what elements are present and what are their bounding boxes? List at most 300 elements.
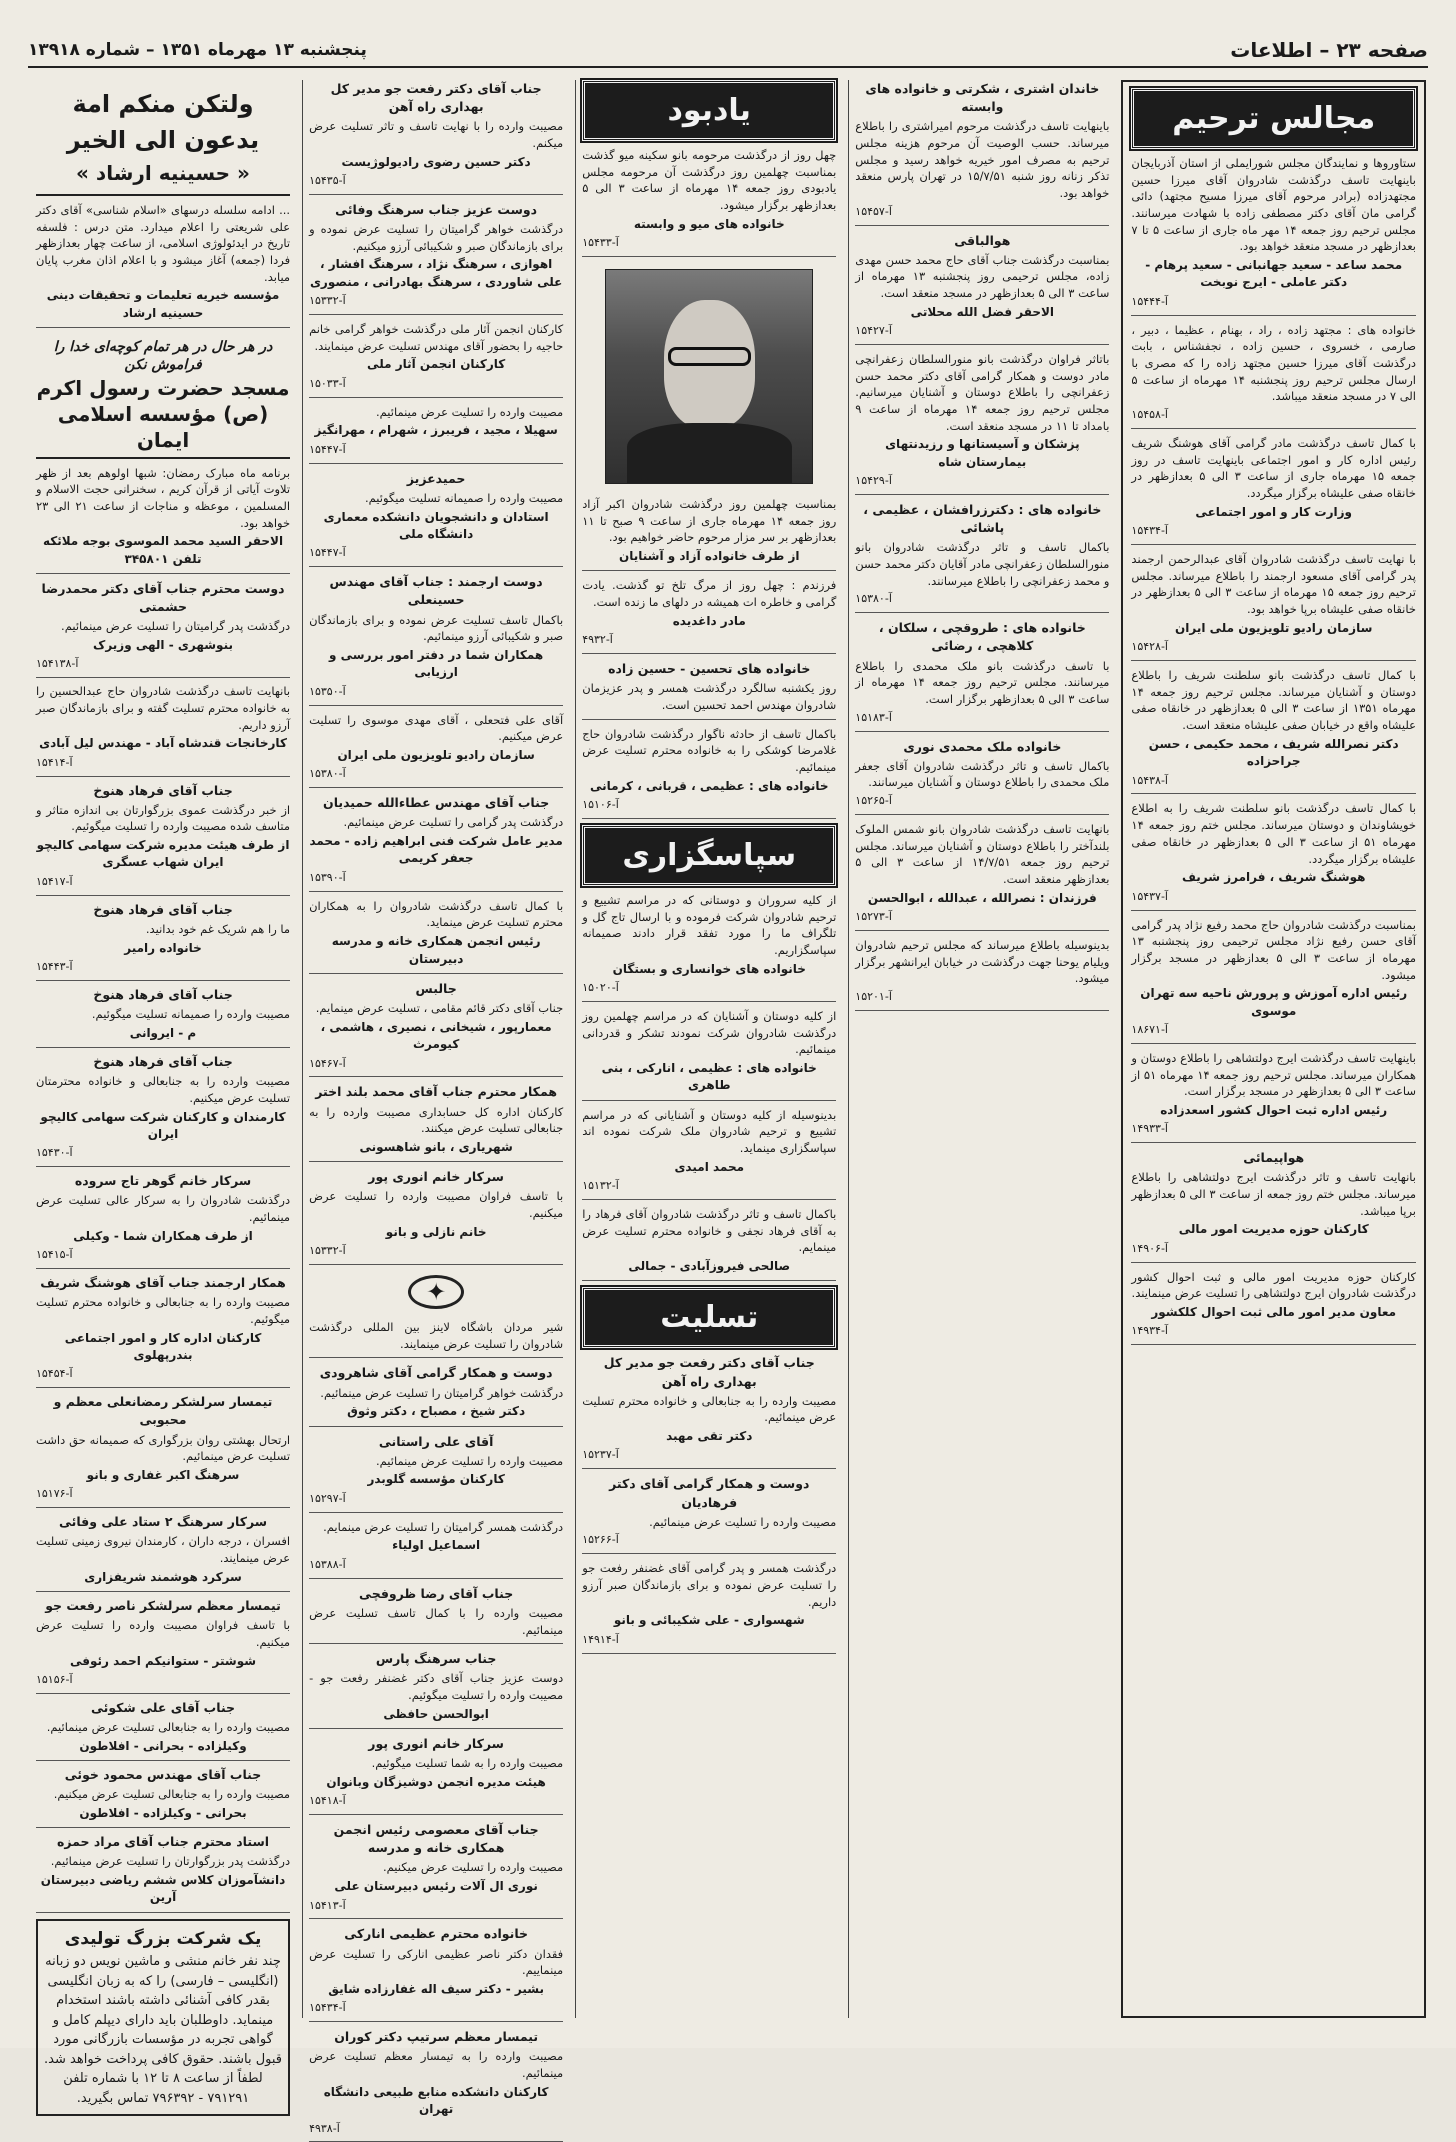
notice-item bbox=[36, 580, 290, 678]
notice-body: با تاسف فراوان مصیبت وارده را تسلیت عرض میکنیم. bbox=[35, 1618, 291, 1649]
notice-body: باکمال تاسف و تاثر درگذشت شادروان آقای جعفر ملک محمدی را باطلاع دوستان و آشنایان میرسانند. bbox=[855, 758, 1110, 790]
notice-item bbox=[1131, 800, 1416, 910]
notice-item bbox=[36, 1513, 290, 1592]
notice-signature: ابوالحسن حافظی bbox=[383, 1706, 489, 1721]
notice-body: ما را هم شریک غم خود بدانید. bbox=[145, 921, 291, 936]
notice-item bbox=[582, 726, 836, 819]
notice-list bbox=[855, 80, 1109, 1011]
notice-item bbox=[36, 1699, 290, 1761]
notice-body: فقدان دکتر ناصر عظیمی انارکی را تسلیت عرض مینماییم. bbox=[309, 1946, 564, 1978]
notice-title: سرکار خانم گوهر تاج سروده bbox=[74, 1173, 252, 1189]
notice-code: آ-۱۵۴۶۷ bbox=[309, 1056, 346, 1070]
notice-body: با کمال تاسف درگذشت بانو سلطنت شریف را باطلاع دوستان و آشنایان میرساند. مجلس ترحیم روز جمعه ۱۴ مهرماه ۱۳۵۱ از ساعت ۳ الی ۵ بعدازظهر در خانقاه صفی علیشاه واقع در خیابان صفی علیشاه منعقد است. bbox=[1131, 668, 1416, 733]
notice-body: با تاسف فراوان مصیبت وارده را تسلیت عرض میکنیم. bbox=[309, 1189, 564, 1221]
notice-body: مصیبت وارده را به جنابعالی و خانواده محترم تسلیت عرض مینمائیم. bbox=[582, 1393, 837, 1425]
notice-body: درگذشت شادروان را به سرکار عالی تسلیت عرض مینمائیم. bbox=[35, 1193, 291, 1225]
notice-body: مصیبت وارده را به جنابعالی و خانواده محترمتان تسلیت عرض میکنیم. bbox=[35, 1074, 291, 1105]
notice-title: جناب سرهنگ پارس bbox=[375, 1651, 497, 1667]
notice-signature: محمد ساعد - سعید جهانبانی - سعید پرهام - دکتر عاملی - ایرج نوبخت bbox=[1145, 258, 1403, 290]
lecture-notice bbox=[36, 202, 290, 328]
notice-code: آ-۱۵۲۳۷ bbox=[582, 1448, 619, 1462]
notice-item bbox=[36, 782, 290, 896]
notice-signature: رئیس انجمن همکاری خانه و مدرسه دبیرستان bbox=[331, 934, 541, 966]
notice-title: جناب آقای مهندس محمود خوئی bbox=[64, 1767, 262, 1783]
notice-title: استاد محترم جناب آقای مراد حمزه bbox=[56, 1834, 270, 1850]
notice-signature: خانم نازلی و بانو bbox=[385, 1224, 487, 1239]
notice-body: بانهایت تاسف درگذشت شادروان بانو شمس الملوک بلندآختر را باطلاع دوستان و آشنایان میرساند. مجلس ترحیم روز جمعه ۱۴/۷/۵۱ از ساعت ۳ الی ۵ بعدازظهر منعقد است. bbox=[855, 821, 1110, 886]
notice-item bbox=[855, 232, 1109, 345]
notice-body: مصیبت وارده را به تیمسار معظم تسلیت عرض مینمائیم. bbox=[309, 2049, 564, 2081]
masjid-body: برنامه ماه مبارک رمضان: شبها اولوهم بعد از ظهر تلاوت آیاتی از قرآن کریم ، سخنرانی حجت الاسلام و المسلمین ، موعظه و مناجات از ساعت ۲۱ الی ۲۳ خواهد بود. bbox=[35, 465, 291, 530]
notice-body: مصیبت وارده را به جنابعالی تسلیت عرض مینمائیم. bbox=[46, 1719, 291, 1734]
notice-body: مصیبت وارده را با نهایت تاسف و تاثر تسلیت عرض میکنم. bbox=[309, 119, 564, 150]
notice-code: آ-۱۵۴۱۳۸ bbox=[35, 657, 79, 671]
notice-signature: هوشنگ شریف ، فرامرز شریف bbox=[1181, 870, 1366, 885]
notice-item bbox=[1131, 1050, 1416, 1143]
notice-code: آ-۱۵۳۳۲ bbox=[309, 294, 346, 308]
notice-item bbox=[309, 1735, 563, 1815]
notice-item bbox=[309, 1585, 563, 1644]
notice-body: کارکنان اداره کل حسابداری مصیبت وارده را به جنابعالی تسلیت عرض میکنند. bbox=[309, 1104, 564, 1136]
notice-code: آ-۱۵۳۹۰ bbox=[309, 870, 346, 884]
notice-signature: معاون مدیر امور مالی ثبت احوال کلکشور bbox=[1151, 1305, 1397, 1320]
column-majales bbox=[1121, 80, 1426, 2018]
notice-list bbox=[1131, 155, 1416, 1345]
notice-signature: سرکرد هوشمند شریفزاری bbox=[84, 1569, 242, 1584]
notice-code: آ-۱۵۴۴۷ bbox=[309, 442, 346, 456]
notice-code: آ-۱۵۱۸۳ bbox=[855, 710, 892, 724]
notice-item bbox=[36, 683, 290, 776]
notice-signature: اهوازی ، سرهنگ نژاد ، سرهنگ افشار ، علی شاوردی ، سرهنگ بهادرانی ، منصوری bbox=[309, 257, 563, 289]
notice-body: مصیبت وارده را به جنابعالی تسلیت عرض میکنیم. bbox=[53, 1787, 291, 1802]
notice-title: سرکار خانم انوری پور bbox=[368, 1169, 504, 1185]
notice-signature: سازمان رادیو تلویزیون ملی ایران bbox=[337, 747, 535, 762]
notice-body: افسران ، درجه داران ، کارمندان نیروی زمینی تسلیت عرض مینمایند. bbox=[35, 1534, 291, 1565]
notice-item bbox=[309, 2028, 563, 2142]
notice-item bbox=[1131, 1269, 1416, 1346]
notice-title: خانواده های : دکترزرافشان ، عظیمی ، پاشائی bbox=[863, 502, 1102, 536]
verse-text: ولتکن منکم امة یدعون الی الخیر bbox=[66, 90, 260, 154]
column-1 bbox=[30, 80, 296, 2106]
notice-signature: کارکنان انجمن آثار ملی bbox=[367, 357, 506, 372]
notice-code: آ-۱۵۴۳۰ bbox=[35, 1146, 73, 1160]
notice-item bbox=[855, 821, 1109, 931]
notice-body: با نهایت تاسف درگذشت شادروان آقای عبدالرحمن ارجمند پدر گرامی آقای مسعود ارجمند را باطلاع میرساند. مجلس ترحیم روز جمعه ۱۵ مهرماه از ساعت ۳ الی ۵ بعدازظهر در خانقاه صفی علیشاه برپا خواهد بود. bbox=[1131, 552, 1416, 617]
notice-signature: خانواده های : عظیمی ، انارکی ، بنی طاهری bbox=[601, 1060, 817, 1093]
notice-item bbox=[855, 619, 1109, 731]
notice-body: با تاسف درگذشت بانو ملک محمدی را باطلاع میرسانند. مجلس ترحیم روز جمعه ۱۴ مهرماه از ساعت ۳ الی ۵ بعدازظهر برگزار است. bbox=[855, 658, 1110, 706]
quran-verse-header bbox=[36, 80, 290, 196]
notice-body: مصیبت وارده را تسلیت عرض مینمائیم. bbox=[649, 1514, 837, 1529]
notice-signature: کارکنان دانشکده منابع طبیعی دانشگاه تهران bbox=[323, 2084, 549, 2117]
notice-body: ارتحال بهشتی روان بزرگواری که صمیمانه حق داشت تسلیت عرض مینمائیم. bbox=[35, 1432, 291, 1464]
notice-code: آ-۴۹۳۲ bbox=[582, 633, 613, 647]
notice-body: درگذشت پدر گرامی را تسلیت عرض مینمائیم. bbox=[343, 815, 564, 830]
notice-signature: مادر داغدیده bbox=[672, 613, 746, 628]
notice-item bbox=[582, 147, 836, 257]
notice-title: دوست عزیز جناب سرهنگ وفائی bbox=[335, 201, 538, 217]
lions-club-emblem: ✦ bbox=[408, 1275, 464, 1309]
notice-item bbox=[582, 1008, 836, 1101]
notice-body: با کمال تاسف درگذشت مادر گرامی آقای هوشنگ شریف رئیس اداره کار و امور اجتماعی باینهایت تاسف در روز جمعه ۱۵ مهرماه جاری از ساعت ۳ الی ۵ بعدازظهر در خانقاه صفی علیشاه برگزار میگردد. bbox=[1131, 436, 1416, 501]
notice-code: آ-۱۵۴۳۷ bbox=[1131, 889, 1168, 903]
notice-signature: دکتر شیخ ، مصباح ، دکتر وثوق bbox=[347, 1404, 526, 1419]
notice-title: هواپیمائی bbox=[1243, 1150, 1305, 1166]
ad-title: یک شرکت بزرگ تولیدی bbox=[64, 1928, 262, 1949]
notice-list bbox=[582, 496, 836, 819]
notice-title: جناب آقای فرهاد هنوخ bbox=[93, 1054, 233, 1070]
notice-title: هوالباقی bbox=[954, 232, 1011, 248]
notice-item bbox=[309, 712, 563, 789]
notice-item bbox=[582, 1475, 836, 1554]
ad-body: چند نفر خانم منشی و ماشین نویس دو زبانه (انگلیسی – فارسی) را که به زبان انگلیسی بقدر کافی آشنائی داشته باشند استخدام مینماید. داوطلبان باید دارای دیپلم کامل و گواهی تجربه در مؤسسات بازرگانی مورد قبول باشند. حقوق کافی پرداخت خواهد شد. لطفاً از ساعت ۸ تا ۱۲ با شماره تلفن ۷۹۱۲۹۱ - ۷۹۶۳۹۲ تماس بگیرید. bbox=[44, 1954, 282, 2106]
notice-body: کارکنان حوزه مدیریت امور مالی و ثبت احوال کشور درگذشت شادروان ایرج دولتشاهی را تسلیت عرض مینمایند. bbox=[1131, 1269, 1416, 1301]
column-3 bbox=[575, 80, 842, 2018]
notice-title: جناب آقای رضا ظروفچی bbox=[359, 1585, 514, 1601]
notice-code: آ-۱۵۴۱۵ bbox=[35, 1248, 73, 1262]
notice-code: آ-۱۵۴۵۴ bbox=[35, 1367, 73, 1381]
issue-date: پنجشنبه ۱۳ مهرماه ۱۳۵۱ – شماره ۱۳۹۱۸ bbox=[28, 40, 367, 60]
notice-title: خانواده ملک محمدی نوری bbox=[903, 738, 1062, 754]
notice-body: درگذشت خواهر گرامیتان را تسلیت عرض نموده و برای بازماندگان صبر و شکیبائی آرزو میکنیم. bbox=[309, 222, 564, 253]
notice-item bbox=[1131, 1149, 1416, 1262]
notice-title: دوست و همکار گرامی آقای شاهرودی bbox=[319, 1365, 553, 1381]
notice-body: کارکنان انجمن آثار ملی درگذشت خواهر گرامی خانم حاجیه را بحضور آقای مهندس تسلیت عرض مینمایند. bbox=[309, 322, 564, 353]
notice-body: بمناسبت درگذشت شادروان حاج محمد رفیع نژاد پدر گرامی آقای حسن رفیع نژاد مجلس ترحیمی روز پنجشنبه ۱۳ مهرماه از ساعت ۳ الی ۵ بعدازظهر در مسجد برگزار میشود. bbox=[1131, 917, 1416, 982]
notice-item bbox=[309, 1821, 563, 1919]
notice-title: جناب آقای فرهاد هنوخ bbox=[93, 782, 233, 798]
notice-title: جناب آقای مهندس عطاءالله حمیدیان bbox=[323, 795, 550, 811]
lecture-body: ... ادامه سلسله درسهای «اسلام شناسی» آقای دکتر علی شریعتی را اعلام میدارد. متن درس : فلسفه تاریخ در ایدئولوژی اسلامی، از ساعت چهار بعدازظهر فردا (جمعه) آغاز میشود و با اعلام اذان مغرب پایان میابد. bbox=[35, 203, 291, 284]
notice-body: درگذشت همسر گرامیتان را تسلیت عرض مینمایم. bbox=[323, 1519, 564, 1534]
notice-signature: رئیس اداره آموزش و پرورش ناحیه سه تهران موسوی bbox=[1140, 986, 1408, 1018]
notice-item bbox=[309, 794, 563, 892]
notice-body: جناب آقای دکتر قائم مقامی ، تسلیت عرض مینمایم. bbox=[315, 1001, 564, 1016]
notice-code: آ-۱۵۲۷۳ bbox=[855, 909, 892, 923]
notice-title: دوست ارجمند : جناب آقای مهندس حسینعلی bbox=[329, 574, 543, 608]
notice-item bbox=[36, 986, 290, 1048]
notice-body: بمناسبت درگذشت جناب آقای حاج محمد حسن مهدی زاده، مجلس ترحیمی روز پنجشنبه ۱۳ مهرماه از ساعت ۳ الی ۵ بعدازظهر در مسجد منعقد است. bbox=[855, 252, 1110, 301]
notice-code: آ-۱۵۱۳۲ bbox=[582, 1179, 619, 1193]
notice-signature: سهیلا ، مجید ، فریبرز ، شهرام ، مهرانگیز bbox=[314, 423, 558, 438]
notice-item bbox=[1131, 322, 1416, 429]
notice-signature: دکتر نصرالله شریف ، محمد حکیمی ، حسن جراحزاده bbox=[1148, 736, 1399, 769]
notice-code: آ-۱۵۱۰۶ bbox=[582, 797, 619, 811]
notice-signature: سرهنگ اکبر غفاری و بانو bbox=[86, 1467, 240, 1482]
notice-title: جناب آقای معصومی رئیس انجمن همکاری خانه و مدرسه bbox=[333, 1822, 539, 1856]
notice-body: از خبر درگذشت عموی بزرگوارتان بی اندازه متاثر و متاسف شده مصیبت وارده را تسلیت میگوئیم. bbox=[35, 802, 291, 834]
notice-signature: از طرف خانواده آزاد و آشنایان bbox=[619, 549, 800, 564]
column-4 bbox=[848, 80, 1115, 2018]
notice-body: از کلیه سروران و دوستانی که در مراسم تشییع و ترحیم شادروان شرکت فرموده و با ارسال تاج گل و تلگراف ما را مورد تفقد قرار دادند صمیمانه سپاسگزاریم. bbox=[582, 892, 837, 957]
notice-signature: مدیر عامل شرکت فنی ابراهیم زاده - محمد جعفر کریمی bbox=[309, 834, 563, 866]
notice-signature: کارکنان مؤسسه گلوبدر bbox=[367, 1472, 505, 1487]
notice-item bbox=[1131, 551, 1416, 661]
notice-signature: بشیر - دکتر سیف اله غفارزاده شایق bbox=[328, 1981, 544, 1996]
notice-title: دوست و همکار گرامی آقای دکتر فرهادیان bbox=[609, 1476, 810, 1510]
notice-signature: خانواده های خوانساری و بستگان bbox=[612, 961, 806, 976]
notice-code: آ-۱۵۴۱۸ bbox=[309, 1794, 346, 1808]
notice-signature: از طرف همکاران شما - وکیلی bbox=[73, 1228, 253, 1243]
notice-item bbox=[36, 1053, 290, 1167]
notice-item bbox=[855, 351, 1109, 495]
notice-signature: صالحی فیروزآبادی - جمالی bbox=[628, 1259, 791, 1274]
portrait-suit bbox=[627, 423, 792, 483]
section-header-sepasgozari: سپاسگزاری bbox=[582, 825, 836, 886]
notice-title: سرکار سرهنگ ۲ ستاد علی وفائی bbox=[58, 1514, 268, 1530]
notice-list bbox=[582, 1354, 836, 1653]
notice-signature: از طرف هیئت مدیره شرکت سهامی کالیچو ایران شهاب عسگری bbox=[36, 838, 290, 870]
notice-signature: نوری ال آلات رئیس دبیرستان علی bbox=[334, 1879, 538, 1894]
notice-code: آ-۱۵۴۲۷ bbox=[855, 324, 892, 338]
notice-code: آ-۱۴۹۰۶ bbox=[1131, 1241, 1168, 1255]
notice-signature: فرزندان : نصرالله ، عبدالله ، ابوالحسن bbox=[867, 890, 1097, 905]
notice-signature: م - ایروانی bbox=[129, 1025, 197, 1040]
notice-signature: کارخانجات قندشاه آباد - مهندس لیل آبادی bbox=[39, 736, 287, 751]
notice-item bbox=[309, 1083, 563, 1162]
notice-signature: شوشتر - ستوانیکم احمد رئوفی bbox=[70, 1653, 257, 1668]
notice-signature: دانشآموزان کلاس ششم ریاضی دبیرستان آرین bbox=[40, 1873, 286, 1905]
portrait-photo bbox=[605, 269, 813, 484]
notice-body: چهل روز از درگذشت مرحومه بانو سکینه میو گذشت بمناسبت چهلمین روز درگذشت آن مرحومه مجلس یادبودی روز جمعه ۱۴ مهرماه از ساعت ۳ الی ۵ بعدازظهر برگزار میشود. bbox=[582, 148, 837, 213]
notice-item bbox=[36, 1766, 290, 1828]
notice-list bbox=[309, 1319, 563, 2142]
notice-signature: هیئت مدیره انجمن دوشیزگان وبانوان bbox=[326, 1774, 546, 1789]
notice-item bbox=[855, 501, 1109, 613]
notice-body: مصیبت وارده را به جنابعالی و خانواده محترم تسلیت میگوئیم. bbox=[35, 1295, 291, 1326]
notice-item bbox=[309, 980, 563, 1078]
notice-body: با کمال تاسف درگذشت بانو سلطنت شریف را به اطلاع خویشاوندان و دوستان میرساند. مجلس ختم روز جمعه ۱۴ مهرماه ۵۱ از ساعت ۳ الی ۵ بعدازظهر در خانقاه صفی علیشاه برگزار میگردد. bbox=[1131, 801, 1416, 866]
notice-body: مصیبت وارده را تسلیت عرض میکنیم. bbox=[382, 1860, 564, 1875]
notice-body: باکمال تاسف از حادثه ناگوار درگذشت شادروان حاج غلامرضا کوشکی را به خانواده محترم تسلیت عرض مینمائیم. bbox=[582, 726, 837, 774]
notice-body: مصیبت وارده را صمیمانه تسلیت میگوئیم. bbox=[91, 1007, 291, 1022]
notice-body: با کمال تاسف درگذشت شادروان را به همکاران محترم تسلیت عرض مینماید. bbox=[309, 898, 564, 930]
verse-source: « حسینیه ارشاد » bbox=[76, 161, 250, 185]
notice-title: جناب آقای دکتر رفعت جو مدیر کل بهداری راه آهن bbox=[330, 81, 542, 115]
notice-title: جناب آقای علی شکوئی bbox=[90, 1699, 236, 1715]
notice-signature: وزارت کار و امور اجتماعی bbox=[1195, 504, 1352, 519]
notice-code: آ-۱۵۰۲۰ bbox=[582, 980, 619, 994]
notice-code: آ-۱۵۱۷۶ bbox=[35, 1487, 73, 1501]
notice-body: مصیبت وارده را با کمال تاسف تسلیت عرض مینمائیم. bbox=[309, 1605, 564, 1637]
notice-body: باتاثر فراوان درگذشت بانو منورالسلطان زعفرانچی مادر دوست و همکار گرامی آقای دکتر محمد حسن زعفرانچی را باطلاع دوستان و آشنایان میرسانیم. مجلس ترحیم روز جمعه ۱۴ مهرماه از ساعت ۹ بامداد تا ۱۱ در مسجد منعقد است. bbox=[855, 352, 1110, 433]
notice-body: شیر مردان باشگاه لاینز بین المللی درگذشت شادروان را تسلیت عرض مینمایند. bbox=[309, 1320, 564, 1351]
columns bbox=[30, 80, 1426, 2135]
notice-item bbox=[309, 1168, 563, 1265]
notice-signature: خانواده رامیر bbox=[124, 940, 202, 955]
notice-title: خاندان اشتری ، شکرتی و خانواده های وابسته bbox=[865, 81, 1100, 115]
notice-item bbox=[855, 937, 1109, 1011]
notice-body: باینهایت تاسف درگذشت ایرج دولتشاهی را باطلاع دوستان و همکاران میرساند. مجلس ترحیم روز جمعه ۱۴ مهرماه ۵۱ از ساعت ۳ الی ۵ بعدازظهر در مسجد برگزار است. bbox=[1131, 1050, 1416, 1099]
notice-item bbox=[1131, 917, 1416, 1044]
notice-code: آ-۱۵۴۱۴ bbox=[35, 755, 73, 769]
masjid-name: مسجد حضرت رسول اکرم (ص) مؤسسه اسلامی ایمان bbox=[36, 375, 290, 452]
notice-body: خانواده های : مجتهد زاده ، راد ، بهنام ، عظیما ، دبیر ، صارمی ، خسروی ، حسین زاده ، نجفشناس ، بابت درگذشت آقای میرزا حسین مجتهد زاده را که مصری با ارسال مجلس ترحیم روز پنجشنبه ۱۴ مهرماه از ساعت ۵ الی ۷ در مسجد منعقد میباشد. bbox=[1131, 322, 1416, 404]
notice-body: درگذشت همسر و پدر گرامی آقای غضنفر رفعت جو را تسلیت عرض نموده و برای بازماندگان صبر آرزو داریم. bbox=[582, 1561, 837, 1609]
notice-signature: محمد امیدی bbox=[674, 1159, 745, 1174]
notice-item bbox=[855, 80, 1109, 226]
notice-body: مصیبت وارده را تسلیت عرض مینمائیم. bbox=[375, 1453, 564, 1468]
notice-title: خانواده های : طروقچی ، سلکان ، کلاهچی ، رضائی bbox=[878, 620, 1086, 654]
notice-title: جناب آقای دکتر رفعت جو مدیر کل بهداری راه آهن bbox=[603, 1355, 815, 1389]
notice-body: باکمال تاسف تسلیت عرض نموده و برای بازماندگان صبر و شکیبائی آرزو مینمائیم. bbox=[309, 612, 564, 644]
notice-title: خانواده های تحسین - حسین زاده bbox=[608, 661, 811, 677]
portrait-glasses bbox=[668, 347, 751, 366]
notice-code: آ-۱۵۴۴۴ bbox=[1131, 294, 1168, 308]
notice-item bbox=[309, 1650, 563, 1729]
notice-body: ستاوروها و نمایندگان مجلس شورایملی از استان آذربایجان باینهایت تاسف درگذشت شادروان آقای میرزا حسین مجتهدزاده (برادر مرحوم آقای میرزا مسیح مجتهد) دائی گرامی مان آقای دکتر مصطفی زاده با شهادت میرسانند. مجلس ترحیم روز جمعه ۱۴ مهر ماه جاری از ساعت ۵ تا ۷ بعدازظهر در مسجد منعقد خواهد بود. bbox=[1131, 156, 1417, 254]
notice-item bbox=[36, 1597, 290, 1694]
notice-title: تیمسار سرلشکر رمضانعلی معظم و محبوبی bbox=[53, 1394, 273, 1428]
notice-body: بانهایت تاسف درگذشت شادروان حاج عبدالحسین را به خانواده محترم تسلیت گفته و برای بازماندگان صبر آرزو داریم. bbox=[35, 684, 291, 732]
notice-code: آ-۱۸۶۷۱ bbox=[1131, 1022, 1168, 1036]
notice-code: آ-۱۵۲۶۵ bbox=[855, 793, 892, 807]
notice-title: خانواده محترم عظیمی انارکی bbox=[344, 1926, 529, 1942]
job-advertisement bbox=[36, 1919, 290, 2117]
notice-item bbox=[582, 1206, 836, 1281]
notice-code: آ-۱۵۳۳۲ bbox=[309, 1244, 346, 1258]
notice-signature: کارکنان حوزه مدیریت امور مالی bbox=[1178, 1222, 1369, 1237]
notice-item bbox=[582, 577, 836, 654]
notice-title: تیمسار معظم سرلشکر ناصر رفعت جو bbox=[45, 1598, 281, 1614]
notice-title: جناب آقای فرهاد هنوخ bbox=[93, 986, 233, 1002]
notice-code: آ-۱۵۲۶۶ bbox=[582, 1533, 619, 1547]
notice-code: آ-۱۵۴۳۵ bbox=[309, 173, 346, 187]
notice-list bbox=[582, 892, 836, 1282]
notice-item bbox=[309, 80, 563, 195]
notice-code: آ-۱۵۲۰۱ bbox=[855, 989, 892, 1003]
notice-code: آ-۱۵۴۳۴ bbox=[309, 2001, 346, 2015]
section-header-yadbood: یادبود bbox=[582, 80, 836, 141]
notice-code: آ-۱۵۰۳۳ bbox=[309, 376, 346, 390]
notice-code: آ-۱۵۱۵۶ bbox=[35, 1672, 73, 1686]
notice-code: آ-۱۵۴۵۸ bbox=[1131, 408, 1168, 422]
notice-body: بدینوسیله باطلاع میرساند که مجلس ترحیم شادروان ویلیام یوحنا جهت درگذشت در خیابان ایرانشهر برگزار میشود. bbox=[855, 937, 1110, 986]
notice-item bbox=[309, 470, 563, 568]
notice-item bbox=[582, 1560, 836, 1653]
notice-item bbox=[309, 573, 563, 705]
notice-body: مصیبت وارده را صمیمانه تسلیت میگوئیم. bbox=[365, 490, 564, 505]
notice-list bbox=[309, 80, 563, 1265]
notice-signature: خانواده های میو و وابسته bbox=[633, 216, 785, 231]
notice-body: فرزندم : چهل روز از مرگ تلخ تو گذشت. یادت گرامی و خاطره ات همیشه در دلهای ما زنده است. bbox=[582, 578, 837, 610]
notice-body: درگذشت پدر بزرگوارتان را تسلیت عرض مینمائیم. bbox=[50, 1854, 291, 1869]
notice-signature: بنوشهری - الهی وزیرک bbox=[93, 637, 233, 652]
notice-signature: همکاران شما در دفتر امور بررسی و ارزیابی bbox=[329, 647, 544, 680]
notice-signature: الاحقر فضل الله محلاتی bbox=[910, 304, 1055, 319]
notice-item bbox=[36, 1393, 290, 1508]
notice-code: آ-۱۵۲۹۷ bbox=[309, 1491, 346, 1505]
notice-item bbox=[309, 1364, 563, 1426]
notice-signature: استادان و دانشجویان دانشکده معماری دانشگاه ملی bbox=[323, 509, 549, 541]
column-2 bbox=[302, 80, 569, 2135]
notice-code: آ-۱۵۴۳۸ bbox=[1131, 773, 1168, 787]
notice-item bbox=[582, 1107, 836, 1200]
masjid-program bbox=[36, 465, 290, 574]
notice-item bbox=[309, 404, 563, 464]
notice-item bbox=[1131, 667, 1416, 794]
notice-body: بانهایت تاسف و تاثر درگذشت ایرج دولتشاهی را باطلاع میرساند. مجلس ختم روز جمعه از ساعت ۳ الی ۵ بعدازظهر برپا میباشد. bbox=[1131, 1170, 1416, 1218]
notice-signature: پزشکان و آسیستانها و رزیدنتهای بیمارستان شاه bbox=[885, 437, 1080, 469]
notice-item bbox=[36, 1833, 290, 1913]
notice-body: مصیبت وارده را تسلیت عرض مینمائیم. bbox=[375, 404, 564, 419]
notice-item bbox=[309, 321, 563, 398]
notice-title: دوست محترم جناب آقای دکتر محمدرضا حشمتی bbox=[41, 580, 285, 615]
notice-code: آ-۱۴۹۳۳ bbox=[1131, 1122, 1168, 1136]
notice-body: بدینوسیله از کلیه دوستان و آشنایانی که در مراسم تشییع و ترحیم شادروان ملک شرکت نموده اند سپاسگزاری مینماید. bbox=[582, 1107, 837, 1156]
notice-signature: وکیلزاده - بحرانی - افلاطون bbox=[79, 1738, 247, 1753]
notice-title: آقای علی راستانی bbox=[378, 1433, 494, 1449]
section-header-majales: مجالس ترحیم bbox=[1131, 88, 1416, 149]
notice-item bbox=[309, 201, 563, 315]
notice-body: درگذشت پدر گرامیتان را تسلیت عرض مینمائیم. bbox=[61, 619, 291, 634]
notice-signature: خانواده های : عظیمی ، قربانی ، کرمانی bbox=[589, 778, 829, 793]
notice-code: آ-۱۵۴۴۷ bbox=[309, 546, 346, 560]
notice-item bbox=[855, 738, 1109, 815]
notice-code: آ-۱۵۳۸۰ bbox=[855, 592, 892, 606]
notice-code: آ-۱۵۴۱۳ bbox=[309, 1898, 346, 1912]
notice-code: آ-۱۵۴۳۳ bbox=[582, 236, 619, 250]
notice-title: جالبس bbox=[415, 980, 457, 996]
notice-code: آ-۱۵۴۱۷ bbox=[35, 874, 73, 888]
notice-item bbox=[309, 1925, 563, 2022]
notice-list bbox=[582, 147, 836, 257]
notice-title: همکار ارجمند جناب آقای هوشنگ شریف bbox=[40, 1275, 286, 1291]
notice-title: سرکار خانم انوری پور bbox=[368, 1736, 504, 1752]
page-label: صفحه ۲۳ – اطلاعات bbox=[1230, 38, 1428, 62]
masthead bbox=[28, 34, 1428, 68]
notice-signature: کارکنان اداره کار و امور اجتماعی بندرپهلوی bbox=[64, 1330, 262, 1362]
notice-body: روز یکشنبه سالگرد درگذشت همسر و پدر عزیزمان شادروان مهندس احمد تحسین است. bbox=[582, 681, 837, 712]
notice-signature: اسماعیل اولیاء bbox=[392, 1538, 481, 1553]
notice-item bbox=[582, 496, 836, 571]
notice-code: آ-۱۵۴۲۹ bbox=[855, 474, 892, 488]
masjid-intro: در هر حال در هر تمام کوچه‌ای خدا را فراموش نکن bbox=[53, 339, 273, 374]
notice-code: آ-۱۵۳۸۰ bbox=[309, 767, 346, 781]
notice-list bbox=[36, 580, 290, 1913]
notice-code: آ-۱۵۴۲۸ bbox=[1131, 640, 1168, 654]
masjid-header bbox=[36, 334, 290, 458]
notice-item bbox=[36, 901, 290, 981]
notice-code: آ-۱۵۴۳۴ bbox=[1131, 524, 1168, 538]
section-header-tasliat: تسلیت bbox=[582, 1287, 836, 1348]
masjid-sign: الاحقر السید محمد الموسوی بوجه ملائکه تلفن ۳۴۵۸۰۱ bbox=[42, 534, 284, 566]
notice-body: باکمال تاسف و تاثر درگذشت شادروان بانو منورالسلطان زعفرانچی مادر آقایان دکتر محمد حسن و محمد زعفرانچی را باطلاع میرسانند. bbox=[855, 540, 1110, 588]
notice-code: آ-۱۵۳۸۸ bbox=[309, 1557, 346, 1571]
notice-item bbox=[1131, 435, 1416, 545]
notice-signature: سازمان رادیو تلویزیون ملی ایران bbox=[1175, 620, 1373, 635]
notice-title: جناب آقای فرهاد هنوخ bbox=[93, 901, 233, 917]
notice-code: آ-۱۵۴۴۳ bbox=[35, 959, 73, 973]
notice-signature: معمارپور ، شیخانی ، نصیری ، هاشمی ، کیومرث bbox=[320, 1019, 552, 1052]
notice-body: دوست عزیز جناب آقای دکتر غضنفر رفعت جو - مصیبت وارده را تسلیت میگوئیم. bbox=[309, 1671, 564, 1703]
notice-item bbox=[36, 1172, 290, 1269]
notice-item bbox=[309, 1433, 563, 1513]
notice-item bbox=[36, 1274, 290, 1388]
notice-item bbox=[309, 1319, 563, 1358]
notice-item bbox=[582, 1354, 836, 1469]
notice-signature: کارمندان و کارکنان شرکت سهامی کالیچو ایران bbox=[40, 1109, 286, 1141]
notice-item bbox=[582, 660, 836, 719]
lecture-sign: مؤسسه خیریه تعلیمات و تحقیقات دینی حسینیه ارشاد bbox=[46, 288, 280, 320]
notice-code: آ-۱۴۹۱۴ bbox=[582, 1632, 619, 1646]
notice-body: آقای علی فتحعلی ، آقای مهدی موسوی را تسلیت عرض میکنیم. bbox=[309, 712, 564, 744]
notice-item bbox=[582, 892, 836, 1002]
notice-code: آ-۴۹۳۸ bbox=[309, 2121, 340, 2135]
notice-body: درگذشت خواهر گرامیتان را تسلیت عرض مینمائیم. bbox=[320, 1385, 564, 1400]
notice-item bbox=[1131, 155, 1416, 316]
notice-title: تیمسار معظم سرتیپ دکتر کوران bbox=[334, 2029, 539, 2045]
